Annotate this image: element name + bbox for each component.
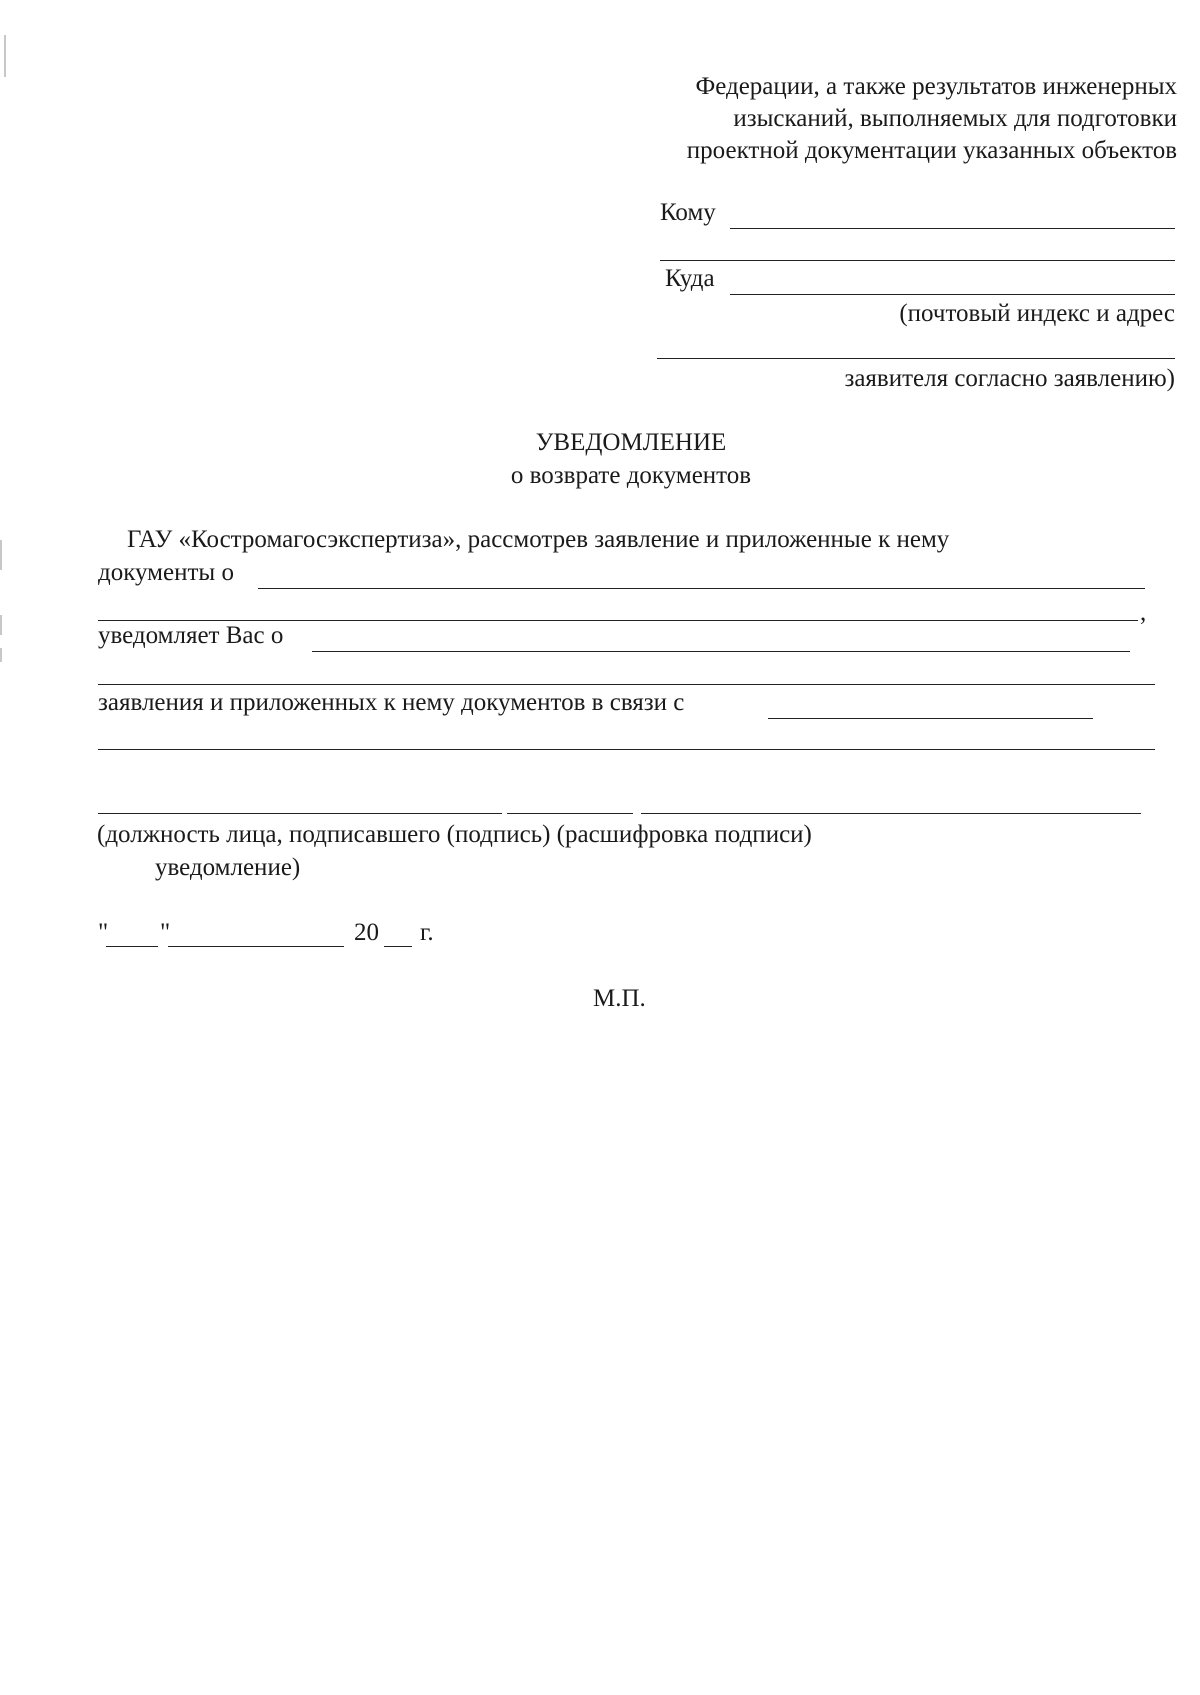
address-field-line[interactable] [657,358,1175,359]
intro-text: ГАУ «Костромагосэкспертиза», рассмотрев заявление и приложенные к нему [127,526,950,553]
signature-position-line[interactable] [98,813,502,814]
notify-field-line[interactable] [312,651,1130,652]
signature-sign-line[interactable] [507,813,633,814]
date-quote-open: " [98,919,109,946]
stamp-label: М.П. [593,985,646,1012]
date-year-prefix: 20 [354,919,379,946]
date-year-suffix: г. [420,919,434,946]
scan-mark [0,540,2,570]
header-line-2: изысканий, выполняемых для подготовки [733,105,1177,132]
scan-mark [4,35,6,77]
where-field-line[interactable] [730,294,1175,295]
documents-label: документы о [98,559,234,586]
to-label: Кому [660,199,716,226]
reason-field-line-2[interactable] [98,749,1155,750]
date-year-line[interactable] [384,946,412,947]
document-subtitle: о возврате документов [510,462,752,489]
to-field-line-2[interactable] [660,260,1175,261]
documents-field-line[interactable] [258,588,1145,589]
scan-mark [0,615,2,635]
comma-mark: , [1140,599,1147,626]
date-quote-close: " [160,919,171,946]
notify-field-line-2[interactable] [98,684,1155,685]
reason-label: заявления и приложенных к нему документов в связи с [98,689,685,716]
signature-decode-line[interactable] [641,813,1141,814]
signature-caption-line-2: уведомление) [155,854,301,881]
applicant-hint: заявителя согласно заявлению) [844,365,1175,392]
scan-mark [0,648,2,662]
date-month-line[interactable] [168,946,344,947]
header-line-3: проектной документации указанных объектов [686,137,1177,164]
header-line-1: Федерации, а также результатов инженерных [695,73,1177,100]
document-title: УВЕДОМЛЕНИЕ [535,429,727,456]
reason-field-line[interactable] [768,718,1093,719]
signature-caption-line-1: (должность лица, подписавшего (подпись) (расшифровка подписи) [97,821,812,848]
notify-label: уведомляет Вас о [98,622,284,649]
to-field-line[interactable] [730,228,1175,229]
postal-hint: (почтовый индекс и адрес [899,300,1175,327]
where-label: Куда [665,265,715,292]
date-day-line[interactable] [106,946,158,947]
